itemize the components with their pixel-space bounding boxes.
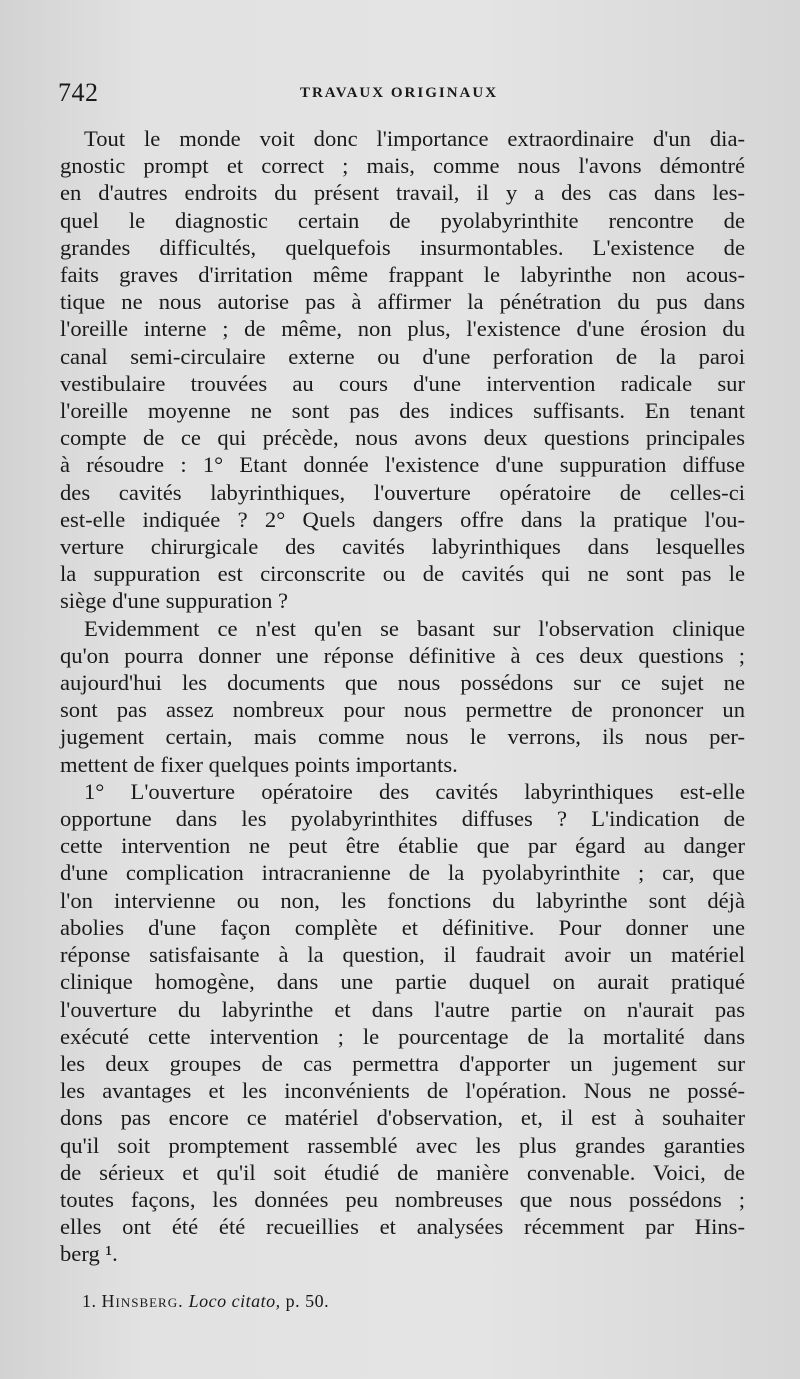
text-line: tique ne nous autorise pas à affirmer la pénétration du pus dans xyxy=(60,289,745,315)
text-line: gnostic prompt et correct ; mais, comme nous l'avons démontré xyxy=(60,153,745,179)
body-text xyxy=(60,125,745,1268)
footnote-page: p. 50. xyxy=(285,1291,330,1311)
text-line: les avantages et les inconvénients de l'opération. Nous ne possé- xyxy=(60,1078,745,1104)
text-line: l'oreille moyenne ne sont pas des indices suffisants. En tenant xyxy=(60,398,745,424)
text-line: verture chirurgicale des cavités labyrinthiques dans lesquelles xyxy=(60,534,745,560)
paragraph-2 xyxy=(60,615,745,778)
text-line: la suppuration est circonscrite ou de cavités qui ne sont pas le xyxy=(60,561,745,587)
text-line: clinique homogène, dans une partie duquel on aurait pratiqué xyxy=(60,969,745,995)
paragraph-3 xyxy=(60,778,745,1268)
text-line: est-elle indiquée ? 2° Quels dangers offre dans la pratique l'ou- xyxy=(60,506,745,532)
text-line: canal semi-circulaire externe ou d'une perforation de la paroi xyxy=(60,343,745,369)
text-line: faits graves d'irritation même frappant le labyrinthe non acous- xyxy=(60,262,745,288)
text-line: d'une complication intracranienne de la pyolabyrinthite ; car, que xyxy=(60,860,745,886)
text-line: 1° L'ouverture opératoire des cavités labyrinthiques est-elle xyxy=(84,778,745,804)
text-line: elles ont été été recueillies et analysées récemment par Hins- xyxy=(60,1214,745,1240)
footnote-author: Hinsberg. xyxy=(101,1291,184,1311)
text-line: en d'autres endroits du présent travail, il y a des cas dans les- xyxy=(60,180,745,206)
text-line: qu'on pourra donner une réponse définitive à ces deux questions ; xyxy=(60,642,745,668)
text-line: sont pas assez nombreux pour nous permettre de prononcer un xyxy=(60,697,745,723)
footnote-number: 1. xyxy=(82,1291,97,1311)
text-line: de sérieux et qu'il soit étudié de manière convenable. Voici, de xyxy=(60,1159,745,1185)
text-line: dons pas encore ce matériel d'observation, et, il est à souhaiter xyxy=(60,1105,745,1131)
text-line: exécuté cette intervention ; le pourcentage de la mortalité dans xyxy=(60,1023,745,1049)
footnote xyxy=(82,1291,329,1312)
text-line: l'on intervienne ou non, les fonctions du labyrinthe sont déjà xyxy=(60,887,745,913)
text-line: à résoudre : 1° Etant donnée l'existence d'une suppuration diffuse xyxy=(60,452,745,478)
text-line: siège d'une suppuration ? xyxy=(60,588,289,614)
page-header xyxy=(58,78,740,108)
text-line: les deux groupes de cas permettra d'apporter un jugement sur xyxy=(60,1050,745,1076)
page-number: 742 xyxy=(58,78,99,107)
text-line: berg ¹. xyxy=(60,1241,118,1267)
text-line: l'oreille interne ; de même, non plus, l'existence d'une érosion du xyxy=(60,316,745,342)
text-line: cette intervention ne peut être établie que par égard au danger xyxy=(60,833,745,859)
text-line: abolies d'une façon complète et définitive. Pour donner une xyxy=(60,914,745,940)
text-line: l'ouverture du labyrinthe et dans l'autre partie on n'aurait pas xyxy=(60,996,745,1022)
text-line: jugement certain, mais comme nous le verrons, ils nous per- xyxy=(60,724,745,750)
paragraph-1 xyxy=(60,125,745,615)
text-line: opportune dans les pyolabyrinthites diffuses ? L'indication de xyxy=(60,806,745,832)
text-line: toutes façons, les données peu nombreuses que nous possédons ; xyxy=(60,1186,745,1212)
text-line: Evidemment ce n'est qu'en se basant sur l'observation clinique xyxy=(84,615,745,641)
text-line: des cavités labyrinthiques, l'ouverture opératoire de celles-ci xyxy=(60,479,745,505)
running-head: TRAVAUX ORIGINAUX xyxy=(299,85,499,101)
text-line: aujourd'hui les documents que nous possédons sur ce sujet ne xyxy=(60,670,745,696)
text-line: compte de ce qui précède, nous avons deux questions principales xyxy=(60,425,745,451)
text-line: vestibulaire trouvées au cours d'une intervention radicale sur xyxy=(60,370,745,396)
text-line: réponse satisfaisante à la question, il faudrait avoir un matériel xyxy=(60,942,745,968)
text-line: grandes difficultés, quelquefois insurmontables. L'existence de xyxy=(60,234,745,260)
text-line: mettent de fixer quelques points importants. xyxy=(60,751,458,777)
text-line: quel le diagnostic certain de pyolabyrinthite rencontre de xyxy=(60,207,745,233)
footnote-title: Loco citato, xyxy=(188,1291,281,1311)
text-line: qu'il soit promptement rassemblé avec les plus grandes garanties xyxy=(60,1132,745,1158)
text-line: Tout le monde voit donc l'importance extraordinaire d'un dia- xyxy=(84,126,745,151)
